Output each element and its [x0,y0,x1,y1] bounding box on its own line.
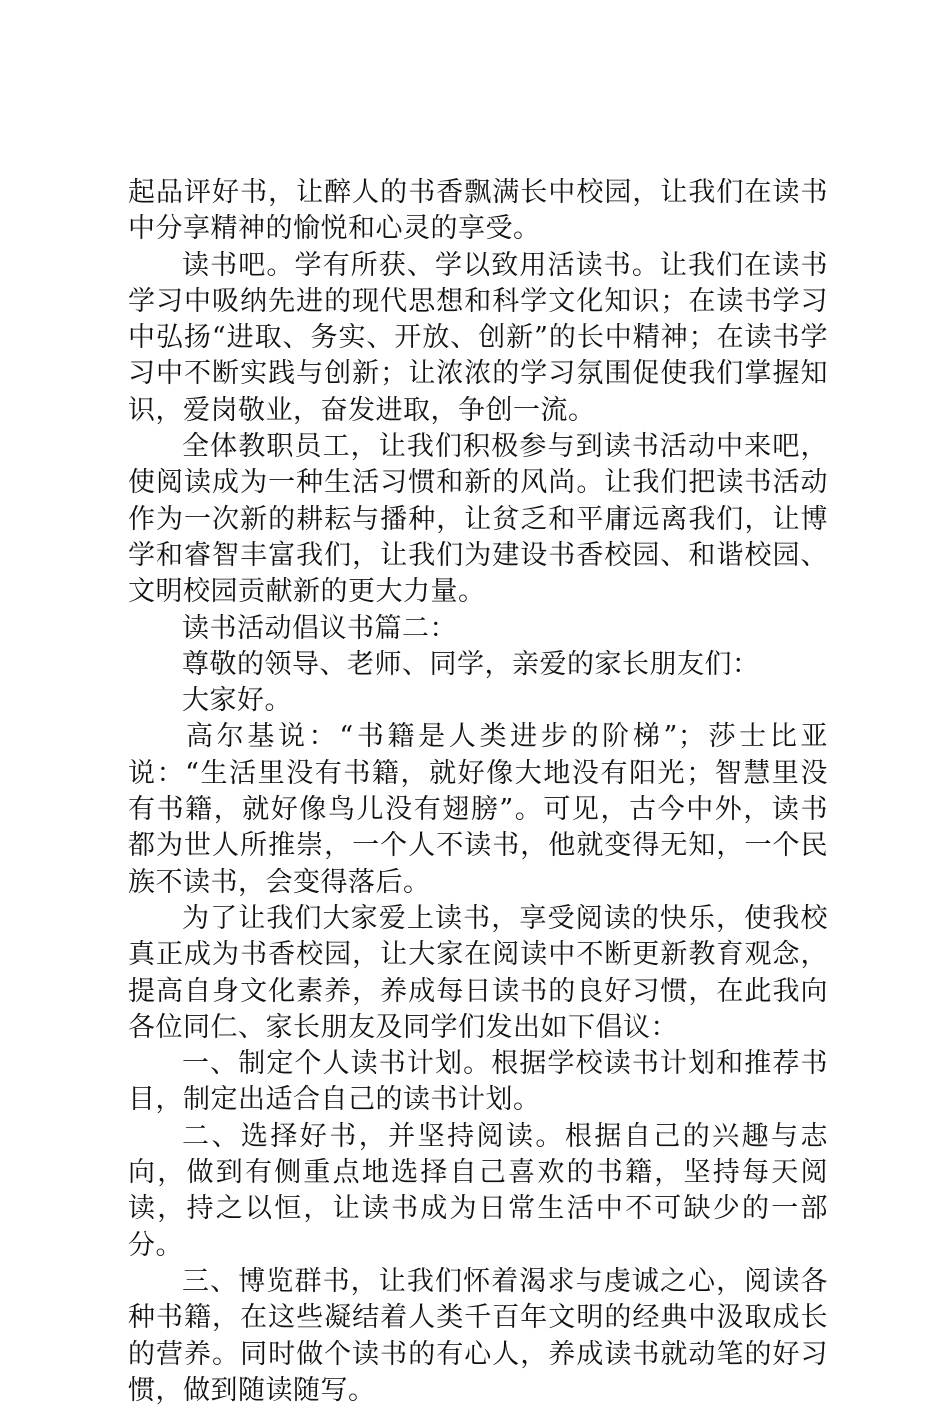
salutation: 尊敬的领导、老师、同学，亲爱的家长朋友们： [182,648,760,680]
paragraph-read-books: 读书吧。学有所获、学以致用活读书。让我们在读书学习中吸纳先进的现代思想和科学文化知识；在读书学习中弘扬“进取、务实、开放、创新”的长中精神；在读书学习中不断实践与创新；让浓浓的学习氛围促使我们掌握知识，爱岗敬业，奋发进取，争创一流。 [128,249,828,426]
paragraph-quotes: 高尔基说：“书籍是人类进步的阶梯”；莎士比亚说：“生活里没有书籍，就好像大地没有阳光；智慧里没有书籍，就好像鸟儿没有翅膀”。可见，古今中外，读书都为世人所推崇，一个人不读书，他就变得无知，一个民族不读书，会变得落后。 [128,721,828,898]
paragraph-purpose: 为了让我们大家爱上读书，享受阅读的快乐，使我校真正成为书香校园，让大家在阅读中不断更新教育观念，提高自身文化素养，养成每日读书的良好习惯，在此我向各位同仁、家长朋友及同学们发出如下倡议： [128,902,828,1043]
document-body [128,175,828,1409]
proposal-item-2: 二、选择好书，并坚持阅读。根据自己的兴趣与志向，做到有侧重点地选择自己喜欢的书籍，坚持每天阅读，持之以恒，让读书成为日常生活中不可缺少的一部分。 [128,1120,828,1261]
paragraph-continuation: 起品评好书，让醉人的书香飘满长中校园，让我们在读书中分享精神的愉悦和心灵的享受。 [128,177,828,245]
greeting: 大家好。 [182,685,292,717]
proposal-item-1: 一、制定个人读书计划。根据学校读书计划和推荐书目，制定出适合自己的读书计划。 [128,1048,828,1116]
paragraph-all-staff: 全体教职员工，让我们积极参与到读书活动中来吧，使阅读成为一种生活习惯和新的风尚。让我们把读书活动作为一次新的耕耘与播种，让贫乏和平庸远离我们，让博学和睿智丰富我们，让我们为建设书香校园、和谐校园、文明校园贡献新的更大力量。 [128,431,828,608]
proposal-item-3: 三、博览群书，让我们怀着渴求与虔诚之心，阅读各种书籍，在这些凝结着人类千百年文明的经典中汲取成长的营养。同时做个读书的有心人，养成读书就动笔的好习惯，做到随读随写。 [128,1265,828,1406]
section-heading-part-two: 读书活动倡议书篇二： [182,612,457,644]
